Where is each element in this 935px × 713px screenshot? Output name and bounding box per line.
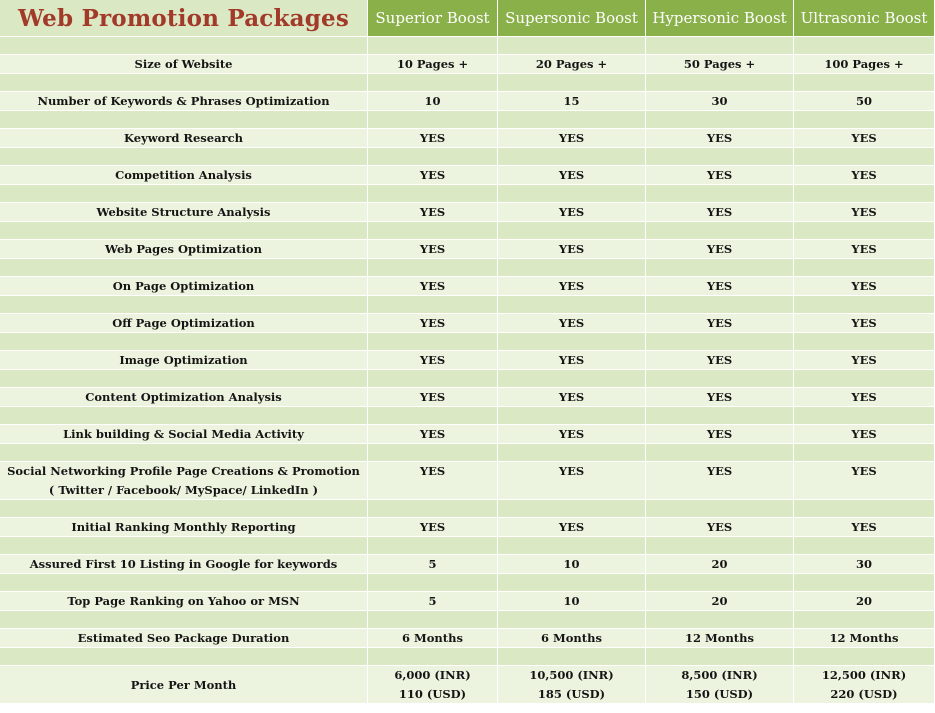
spacer-cell [0,574,368,592]
feature-label: Price Per Month [0,666,368,704]
feature-label: On Page Optimization [0,277,368,296]
spacer-cell [0,259,368,277]
spacer-cell [0,370,368,388]
value-cell: 5 [368,592,498,611]
value-cell [646,666,794,704]
value-cell: YES [498,240,646,259]
package-header-2: Hypersonic Boost [646,0,794,37]
value-cell: YES [368,240,498,259]
value-cell: YES [794,240,935,259]
value-cell: YES [646,425,794,444]
spacer-cell [498,500,646,518]
spacer-cell [498,37,646,55]
spacer-cell [646,444,794,462]
value-cell: YES [498,388,646,407]
spacer-cell [498,111,646,129]
spacer-cell [368,259,498,277]
spacer-cell [368,111,498,129]
price-inr: 8,500 (INR) [681,667,758,682]
spacer-cell [368,296,498,314]
spacer-cell [498,333,646,351]
spacer-cell [794,296,935,314]
value-cell: 10 Pages + [368,55,498,74]
spacer-cell [498,407,646,425]
feature-label-text: Social Networking Profile Page Creations & Promotion [7,464,360,478]
value-cell: YES [646,166,794,185]
spacer-cell [794,222,935,240]
package-header-1: Supersonic Boost [498,0,646,37]
price-usd: 110 (USD) [398,686,467,701]
feature-label: Initial Ranking Monthly Reporting [0,518,368,537]
spacer-cell [794,185,935,203]
feature-sublabel-text: ( Twitter / Facebook/ MySpace/ LinkedIn ) [48,483,319,497]
value-cell: 5 [368,555,498,574]
spacer-cell [794,537,935,555]
value-cell: YES [498,518,646,537]
spacer-cell [646,407,794,425]
spacer-cell [646,111,794,129]
spacer-cell [0,407,368,425]
value-cell: 30 [646,92,794,111]
spacer-cell [368,185,498,203]
spacer-cell [646,296,794,314]
spacer-cell [794,648,935,666]
value-cell: YES [794,351,935,370]
spacer-cell [368,333,498,351]
feature-label: Off Page Optimization [0,314,368,333]
value-cell: YES [794,314,935,333]
value-cell: YES [646,277,794,296]
package-header-3: Ultrasonic Boost [794,0,935,37]
feature-label: Keyword Research [0,129,368,148]
value-cell: YES [646,388,794,407]
value-text: YES [558,464,585,478]
value-cell: 6 Months [368,629,498,648]
value-cell: 20 [794,592,935,611]
value-cell: 20 [646,592,794,611]
price-usd: 150 (USD) [685,686,754,701]
value-cell: YES [646,129,794,148]
spacer-cell [368,148,498,166]
value-cell: YES [368,166,498,185]
value-cell: YES [794,388,935,407]
spacer-cell [368,222,498,240]
spacer-cell [0,444,368,462]
spacer-cell [498,222,646,240]
spacer-cell [794,37,935,55]
spacer-cell [794,333,935,351]
spacer-cell [794,148,935,166]
value-cell: YES [498,203,646,222]
price-inr: 6,000 (INR) [394,667,471,682]
price-usd: 185 (USD) [537,686,606,701]
package-header-0: Superior Boost [368,0,498,37]
value-cell: 20 Pages + [498,55,646,74]
spacer-cell [646,185,794,203]
feature-label: Content Optimization Analysis [0,388,368,407]
value-cell: YES [794,277,935,296]
spacer-cell [498,444,646,462]
spacer-cell [498,185,646,203]
spacer-cell [794,444,935,462]
value-text: YES [851,464,877,478]
feature-label: Competition Analysis [0,166,368,185]
feature-label [0,462,368,500]
spacer-cell [498,537,646,555]
spacer-cell [794,111,935,129]
spacer-cell [0,148,368,166]
spacer-cell [0,74,368,92]
value-cell: YES [498,425,646,444]
price-inr: 10,500 (INR) [529,667,614,682]
spacer-cell [0,500,368,518]
feature-label: Top Page Ranking on Yahoo or MSN [0,592,368,611]
value-cell: 10 [498,592,646,611]
value-cell: 12 Months [794,629,935,648]
value-text: YES [706,464,733,478]
spacer-cell [0,185,368,203]
value-cell: YES [368,277,498,296]
spacer-cell [794,500,935,518]
value-cell: 50 [794,92,935,111]
value-cell: YES [368,518,498,537]
spacer-cell [794,259,935,277]
value-cell: 10 [498,555,646,574]
value-cell: YES [646,240,794,259]
value-cell: 20 [646,555,794,574]
spacer-cell [646,37,794,55]
value-text: YES [419,464,446,478]
spacer-cell [646,370,794,388]
value-cell: YES [794,518,935,537]
spacer-cell [646,648,794,666]
spacer-cell [646,259,794,277]
spacer-cell [368,574,498,592]
value-cell: YES [498,314,646,333]
feature-label: Assured First 10 Listing in Google for keywords [0,555,368,574]
spacer-cell [498,648,646,666]
spacer-cell [646,611,794,629]
spacer-cell [368,74,498,92]
spacer-cell [368,500,498,518]
spacer-cell [646,500,794,518]
value-cell [794,462,935,500]
value-cell: YES [794,425,935,444]
value-cell [368,666,498,704]
value-cell: 12 Months [646,629,794,648]
spacer-cell [498,259,646,277]
spacer-cell [498,74,646,92]
spacer-cell [0,111,368,129]
value-cell: YES [368,314,498,333]
value-cell: 100 Pages + [794,55,935,74]
spacer-cell [794,611,935,629]
value-cell: 6 Months [498,629,646,648]
feature-label: Estimated Seo Package Duration [0,629,368,648]
spacer-cell [368,407,498,425]
value-cell: YES [794,203,935,222]
spacer-cell [368,444,498,462]
value-cell: YES [646,314,794,333]
value-cell [498,666,646,704]
page-title: Web Promotion Packages [0,0,368,37]
spacer-cell [498,370,646,388]
spacer-cell [646,222,794,240]
value-cell: YES [368,129,498,148]
value-cell: YES [794,129,935,148]
value-cell: 10 [368,92,498,111]
spacer-cell [0,333,368,351]
spacer-cell [368,648,498,666]
spacer-cell [0,611,368,629]
value-cell: YES [368,351,498,370]
price-usd: 220 (USD) [830,686,898,701]
spacer-cell [368,611,498,629]
value-cell [498,462,646,500]
spacer-cell [368,537,498,555]
value-cell: YES [646,518,794,537]
feature-label: Link building & Social Media Activity [0,425,368,444]
value-cell: YES [646,203,794,222]
value-cell: YES [498,166,646,185]
feature-label: Size of Website [0,55,368,74]
value-cell [646,462,794,500]
spacer-cell [794,574,935,592]
value-cell: YES [368,388,498,407]
spacer-cell [498,611,646,629]
spacer-cell [0,37,368,55]
value-cell: 50 Pages + [646,55,794,74]
spacer-cell [368,370,498,388]
value-cell: YES [498,351,646,370]
value-cell [794,666,935,704]
feature-label: Number of Keywords & Phrases Optimization [0,92,368,111]
spacer-cell [0,222,368,240]
spacer-cell [794,370,935,388]
spacer-cell [646,74,794,92]
spacer-cell [498,296,646,314]
value-cell: YES [368,425,498,444]
feature-label: Web Pages Optimization [0,240,368,259]
spacer-cell [0,648,368,666]
value-cell: 15 [498,92,646,111]
value-cell: YES [646,351,794,370]
spacer-cell [368,37,498,55]
spacer-cell [0,296,368,314]
value-cell: YES [498,277,646,296]
spacer-cell [646,574,794,592]
value-cell: YES [794,166,935,185]
spacer-cell [646,148,794,166]
spacer-cell [646,537,794,555]
spacer-cell [0,537,368,555]
feature-label: Image Optimization [0,351,368,370]
value-cell: YES [368,203,498,222]
spacer-cell [498,574,646,592]
value-cell: 30 [794,555,935,574]
spacer-cell [498,148,646,166]
spacer-cell [646,333,794,351]
spacer-cell [794,407,935,425]
value-cell: YES [498,129,646,148]
price-inr: 12,500 (INR) [821,667,907,682]
value-cell [368,462,498,500]
feature-label: Website Structure Analysis [0,203,368,222]
spacer-cell [794,74,935,92]
